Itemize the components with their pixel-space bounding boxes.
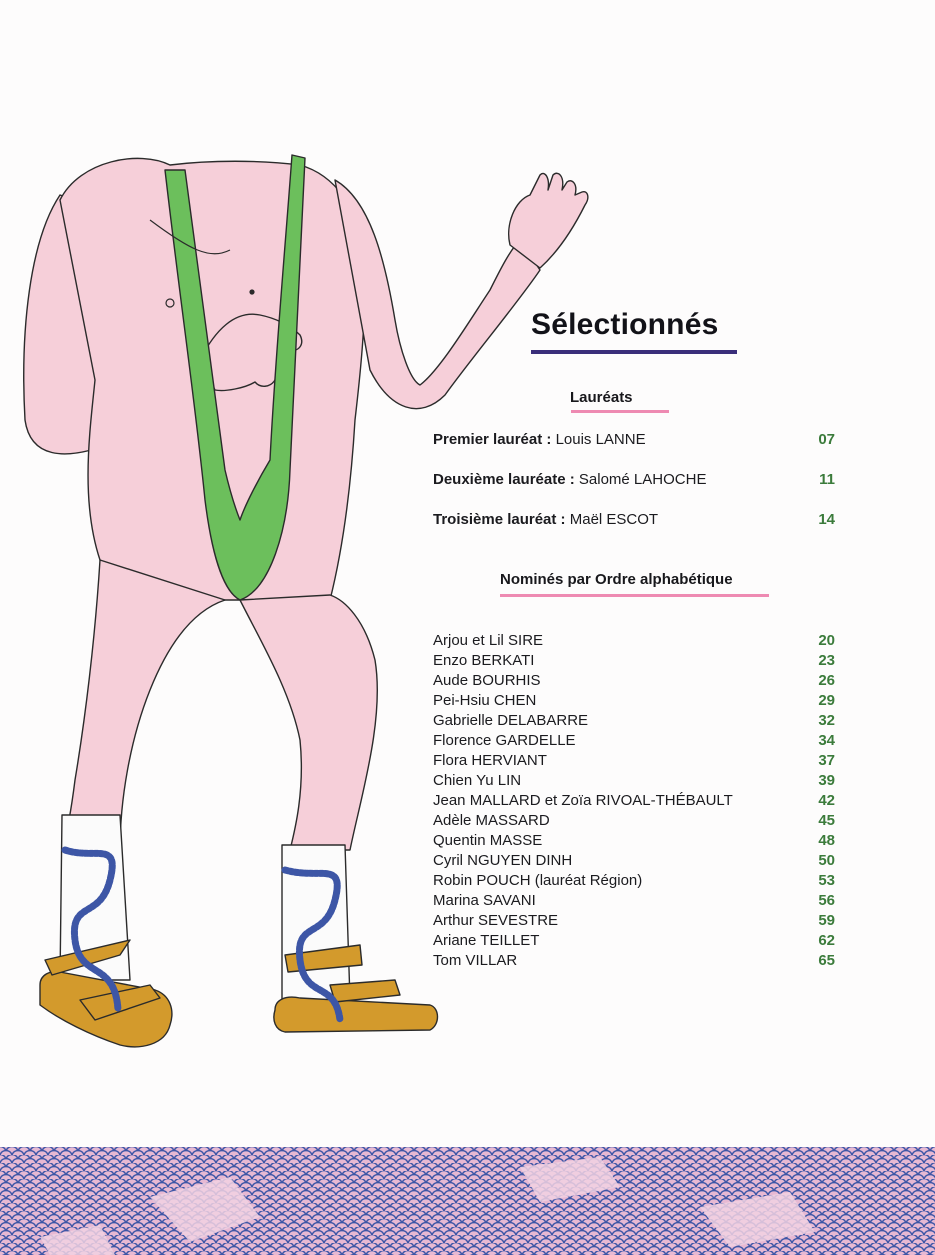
laureats-heading: Lauréats	[570, 389, 633, 406]
nominee-row[interactable]	[433, 871, 835, 891]
nominee-row[interactable]	[433, 631, 835, 651]
nominee-name: Chien Yu LIN	[433, 772, 522, 789]
nominee-name: Aude BOURHIS	[433, 672, 541, 689]
laureat-name: Salomé LAHOCHE	[578, 471, 707, 488]
laureat-page-number: 14	[818, 511, 835, 528]
nominee-row[interactable]	[433, 911, 835, 931]
nominee-page-number: 23	[818, 652, 835, 669]
nominee-name: Tom VILLAR	[433, 952, 518, 969]
nominee-page-number: 45	[818, 812, 835, 829]
laureat-page-number: 11	[819, 471, 835, 488]
nominee-row[interactable]	[433, 651, 835, 671]
laureat-rank: Premier lauréat :	[433, 431, 552, 448]
nominee-page-number: 39	[818, 772, 835, 789]
nominee-name: Gabrielle DELABARRE	[433, 712, 589, 729]
laureat-rank: Troisième lauréat :	[433, 511, 566, 528]
laureat-row[interactable]	[433, 471, 835, 488]
nominee-page-number: 42	[818, 792, 835, 809]
figure-raised-hand	[509, 173, 588, 268]
laureat-entry	[433, 431, 646, 448]
figure-mole-icon	[250, 290, 254, 294]
nominee-name: Cyril NGUYEN DINH	[433, 852, 573, 869]
page-title: Sélectionnés	[531, 308, 719, 341]
laureat-page-number: 07	[818, 431, 835, 448]
laureat-entry	[433, 471, 706, 488]
nominee-page-number: 62	[818, 932, 835, 949]
nominee-page-number: 29	[818, 692, 835, 709]
laureat-name: Louis LANNE	[555, 431, 646, 448]
nominee-page-number: 56	[818, 892, 835, 909]
laureat-row[interactable]	[433, 431, 835, 448]
nominee-name: Adèle MASSARD	[433, 812, 550, 829]
nominee-row[interactable]	[433, 791, 835, 811]
figure-right-arm	[335, 180, 540, 409]
laureat-entry	[433, 511, 658, 528]
nominee-page-number: 50	[818, 852, 835, 869]
nominees-heading: Nominés par Ordre alphabétique	[500, 571, 733, 588]
nominee-row[interactable]	[433, 851, 835, 871]
nominee-name: Quentin MASSE	[433, 832, 543, 849]
nominee-row[interactable]	[433, 731, 835, 751]
nominee-name: Florence GARDELLE	[433, 732, 576, 749]
title-underline	[531, 350, 737, 354]
nominee-name: Robin POUCH (lauréat Région)	[433, 872, 643, 889]
nominee-row[interactable]	[433, 691, 835, 711]
nominee-name: Jean MALLARD et Zoïa RIVOAL-THÉBAULT	[433, 792, 733, 809]
nominee-name: Marina SAVANI	[433, 892, 536, 909]
nominee-row[interactable]	[433, 671, 835, 691]
nominee-page-number: 53	[818, 872, 835, 889]
nominee-row[interactable]	[433, 771, 835, 791]
nominee-page-number: 32	[818, 712, 835, 729]
nominee-name: Ariane TEILLET	[433, 932, 540, 949]
figure-right-leg	[240, 595, 377, 850]
nominee-row[interactable]	[433, 951, 835, 971]
laureat-row[interactable]	[433, 511, 835, 528]
nominee-row[interactable]	[433, 811, 835, 831]
nominee-name: Pei-Hsiu CHEN	[433, 692, 537, 709]
nominee-name: Arthur SEVESTRE	[433, 912, 559, 929]
nominee-page-number: 26	[818, 672, 835, 689]
laureat-name: Maël ESCOT	[569, 511, 659, 528]
nominee-row[interactable]	[433, 831, 835, 851]
rope-pattern-band	[0, 1147, 935, 1255]
nominee-page-number: 34	[818, 732, 835, 749]
nominee-page-number: 59	[818, 912, 835, 929]
nominee-row[interactable]	[433, 751, 835, 771]
nominee-page-number: 65	[818, 952, 835, 969]
nominee-page-number: 37	[818, 752, 835, 769]
nominee-name: Flora HERVIANT	[433, 752, 547, 769]
laureat-rank: Deuxième lauréate :	[433, 471, 575, 488]
figure-left-leg	[62, 560, 225, 850]
nominees-underline	[500, 594, 769, 597]
nominee-row[interactable]	[433, 931, 835, 951]
nominee-name: Enzo BERKATI	[433, 652, 535, 669]
nominee-page-number: 48	[818, 832, 835, 849]
nominee-row[interactable]	[433, 891, 835, 911]
nominee-name: Arjou et Lil SIRE	[433, 632, 544, 649]
figure-right-sandal	[274, 997, 438, 1032]
nominee-row[interactable]	[433, 711, 835, 731]
nominee-page-number: 20	[818, 632, 835, 649]
laureats-underline	[571, 410, 669, 413]
